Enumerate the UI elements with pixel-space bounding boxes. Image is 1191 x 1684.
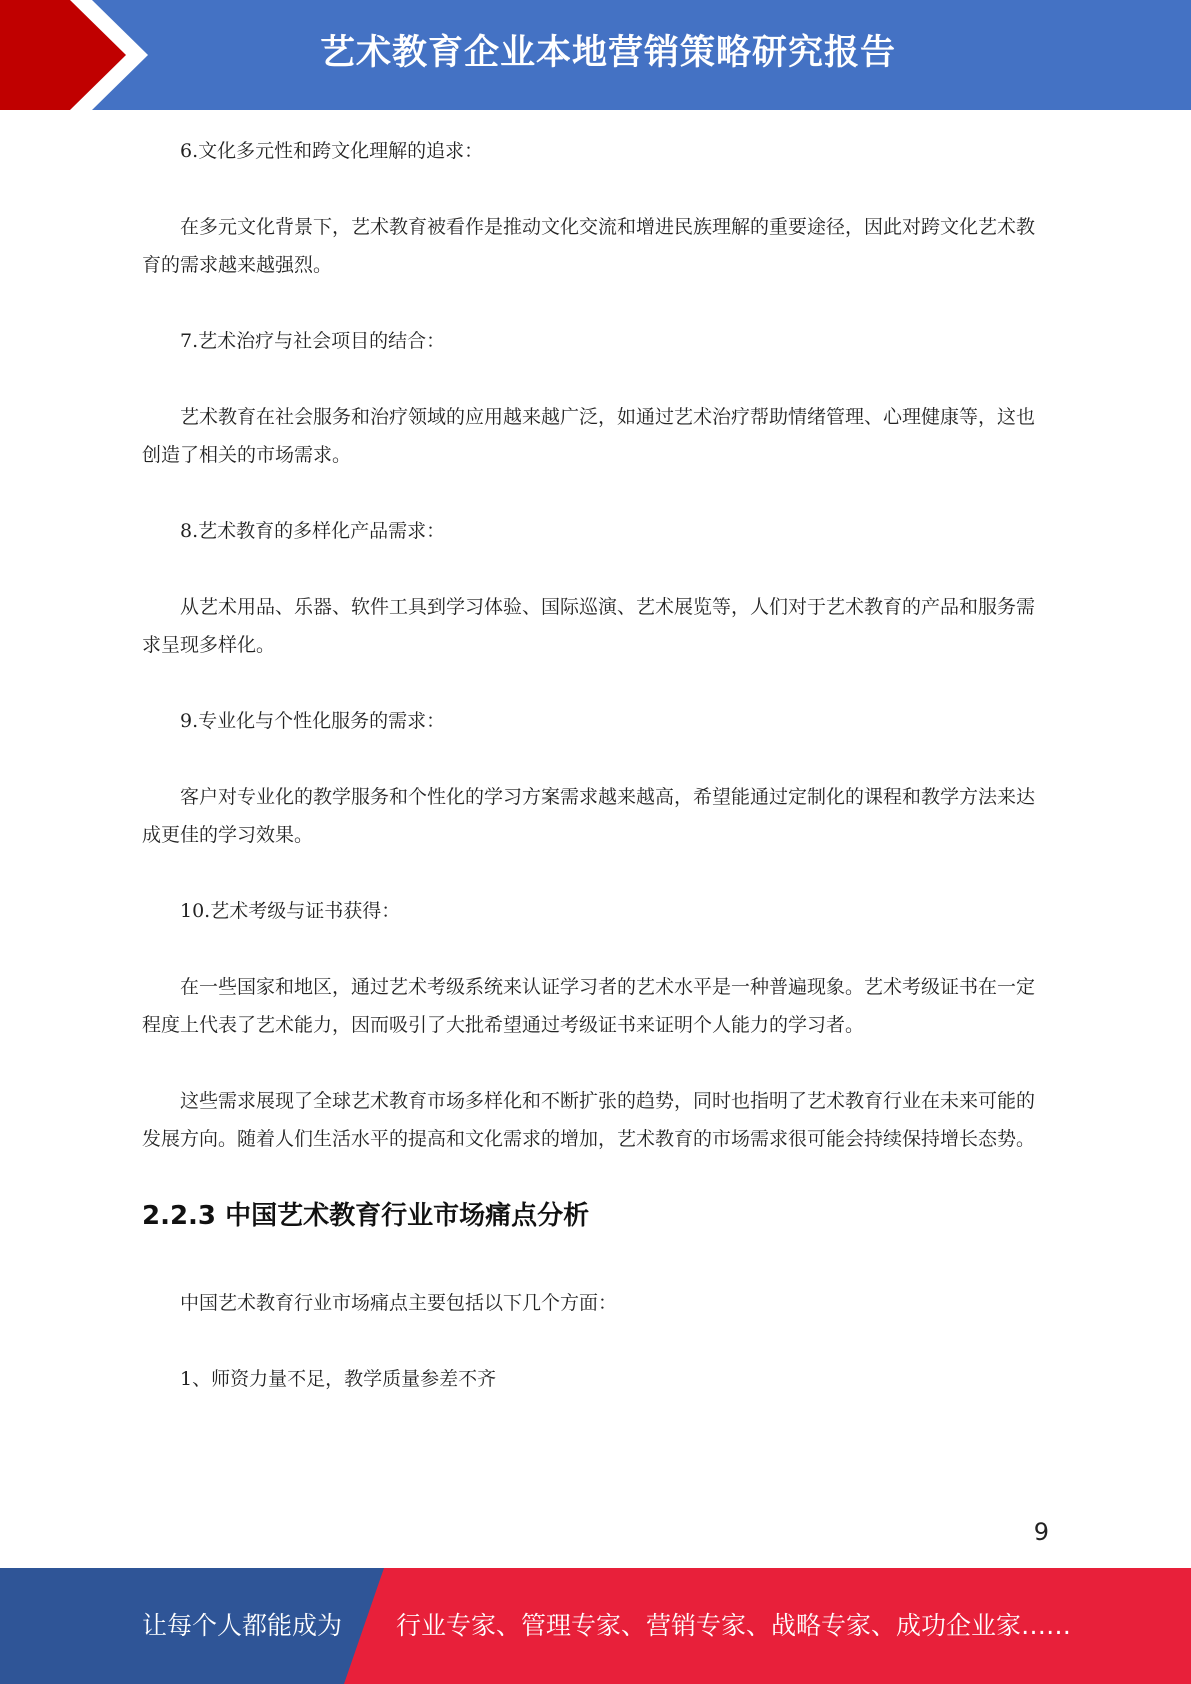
- header-arrow-icon: [0, 0, 150, 110]
- page-number: 9: [1033, 1518, 1049, 1546]
- page-header: [0, 0, 1191, 110]
- pain-point-1: 1、师资力量不足，教学质量参差不齐: [180, 1368, 497, 1390]
- item-8-body: 从艺术用品、乐器、软件工具到学习体验、国际巡演、艺术展览等，人们对于艺术教育的产品和服务需求呈现多样化。: [142, 596, 1036, 656]
- item-8-title: 8.艺术教育的多样化产品需求：: [180, 520, 446, 542]
- item-10-title: 10.艺术考级与证书获得：: [180, 900, 401, 922]
- item-6-body: 在多元文化背景下，艺术教育被看作是推动文化交流和增进民族理解的重要途径，因此对跨文化艺术教育的需求越来越强烈。: [142, 216, 1036, 276]
- section-heading: 2.2.3 中国艺术教育行业市场痛点分析: [142, 1201, 590, 1231]
- item-10-body: 在一些国家和地区，通过艺术考级系统来认证学习者的艺术水平是一种普遍现象。艺术考级证书在一定程度上代表了艺术能力，因而吸引了大批希望通过考级证书来证明个人能力的学习者。: [142, 976, 1036, 1036]
- summary-paragraph: 这些需求展现了全球艺术教育市场多样化和不断扩张的趋势，同时也指明了艺术教育行业在未来可能的发展方向。随着人们生活水平的提高和文化需求的增加，艺术教育的市场需求很可能会持续保持增长态势。: [142, 1090, 1036, 1150]
- item-7-title: 7.艺术治疗与社会项目的结合：: [180, 330, 446, 352]
- section-intro: 中国艺术教育行业市场痛点主要包括以下几个方面：: [180, 1292, 618, 1314]
- item-7-body: 艺术教育在社会服务和治疗领域的应用越来越广泛，如通过艺术治疗帮助情绪管理、心理健康等，这也创造了相关的市场需求。: [142, 406, 1036, 466]
- item-9-title: 9.专业化与个性化服务的需求：: [180, 710, 446, 732]
- page-footer: [0, 1568, 1191, 1684]
- header-title: 艺术教育企业本地营销策略研究报告: [320, 33, 897, 73]
- item-9-body: 客户对专业化的教学服务和个性化的学习方案需求越来越高，希望能通过定制化的课程和教学方法来达成更佳的学习效果。: [142, 786, 1036, 846]
- footer-slogan-right: 行业专家、管理专家、营销专家、战略专家、成功企业家……: [396, 1611, 1072, 1640]
- document-body: [142, 132, 1048, 1398]
- footer-slogan-left: 让每个人都能成为: [142, 1611, 343, 1640]
- item-6-title: 6.文化多元性和跨文化理解的追求：: [180, 140, 484, 162]
